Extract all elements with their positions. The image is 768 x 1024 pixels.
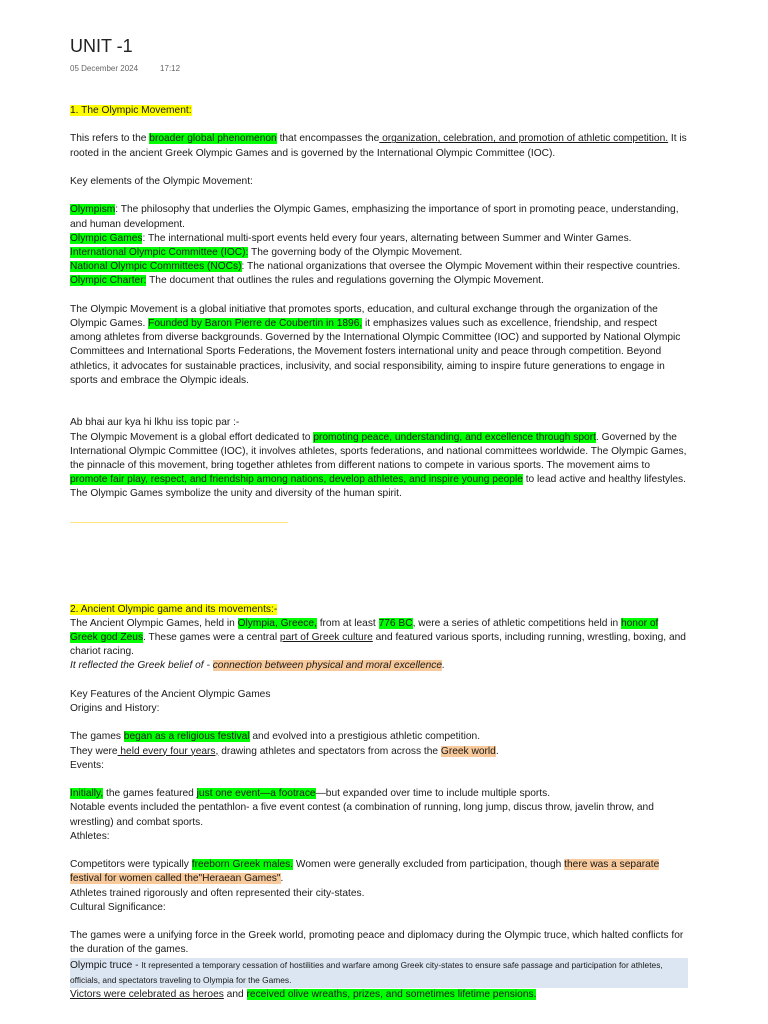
element-olympic-games: Olympic Games: The international multi-sport events held every four years, alternating between Summer and Winter Games. xyxy=(70,232,632,244)
athletes-label: Athletes: xyxy=(70,830,110,842)
section-1-paragraph-3: The Olympic Movement is a global effort dedicated to promoting peace, understanding, and excellence through sport. Governed by the International Olympic Committee (IOC), it involves athletes, sports federations, and national committees worldwide. The Olympic Games, the pinnacle of this movement, bring together athletes from different nations to compete in various sports. The movement aims to promote fair play, respect, and friendship among nations, develop athletes, and inspire young people to lead active and healthy lifestyles. The Olympic Games symbolize the unity and diversity of the human spirit. xyxy=(70,431,687,500)
element-charter: Olympic Charter: The document that outlines the rules and regulations governing the Olympic Movement. xyxy=(70,275,544,287)
cultural-line-1: The games were a unifying force in the Greek world, promoting peace and diplomacy during the Olympic truce, which halted conflicts for the duration of the games. xyxy=(70,930,684,956)
page-meta xyxy=(70,64,180,73)
section-1-heading: 1. The Olympic Movement: xyxy=(70,105,192,116)
section-1-intro: This refers to the broader global phenomenon that encompasses the organization, celebration, and promotion of athletic competition. It is rooted in the ancient Greek Olympic Games and is governed by the International Olympic Committee (IOC). xyxy=(70,133,687,159)
key-features-label: Key Features of the Ancient Olympic Games xyxy=(70,688,271,700)
events-label: Events: xyxy=(70,759,104,771)
origins-line-2: They were held every four years, drawing athletes and spectators from across the Greek world. xyxy=(70,745,499,757)
olympic-truce: Olympic truce - It represented a temporary cessation of hostilities and warfare among Greek city-states to ensure safe passage and participation for athletes, officials, and spectators traveling to Olympia for the Games. xyxy=(70,958,688,988)
section-2-paragraph-1: The Ancient Olympic Games, held in Olympia, Greece, from at least 776 BC, were a series of athletic competitions held in honor of Greek god Zeus. These games were a central part of Greek culture and featured various sports, including running, wrestling, boxing, and chariot racing. xyxy=(70,617,686,658)
athletes-line-2: Athletes trained rigorously and often represented their city-states. xyxy=(70,887,365,899)
athletes-line-1: Competitors were typically freeborn Greek males. Women were generally excluded from participation, though there was a separate festival for women called the"Heraean Games". xyxy=(70,859,660,885)
origins-line-1: The games began as a religious festival and evolved into a prestigious athletic competition. xyxy=(70,731,481,743)
document-body xyxy=(70,104,688,1002)
section-2-heading: 2. Ancient Olympic game and its movements:- xyxy=(70,603,278,615)
cultural-label: Cultural Significance: xyxy=(70,901,166,913)
element-olympism: Olympism: The philosophy that underlies the Olympic Games, emphasizing the importance of sport in promoting peace, understanding, and human development. xyxy=(70,204,679,230)
origins-label: Origins and History: xyxy=(70,703,160,714)
author-note: Ab bhai aur kya hi lkhu iss topic par :- xyxy=(70,417,240,429)
greek-belief: It reflected the Greek belief of - connection between physical and moral excellence. xyxy=(70,660,445,672)
section-1-paragraph-2: The Olympic Movement is a global initiative that promotes sports, education, and cultural exchange through the organization of the Olympic Games. Founded by Baron Pierre de Coubertin in 1896, it emphasizes values such as excellence, friendship, and respect among athletes from diverse backgrounds. Governed by the International Olympic Committee (IOC) and supported by National Olympic Committees and International Sports Federations, the Movement fosters international unity and peace through competition. Beyond athletics, it advocates for sustainable practices, inclusivity, and social responsibility, aiming to inspire future generations to engage in sports and embrace the Olympic ideals. xyxy=(70,303,681,386)
element-nocs: National Olympic Committees (NOCs): The national organizations that oversee the Olympic Movement within their respective countries. xyxy=(70,261,681,273)
events-line-1: Initially, the games featured just one event—a footrace—but expanded over time to include multiple sports. xyxy=(70,788,551,800)
page-time: 17:12 xyxy=(160,64,181,73)
victors-line: Victors were celebrated as heroes and received olive wreaths, prizes, and sometimes lifetime pensions. xyxy=(70,989,537,1000)
page-date: 05 December 2024 xyxy=(70,64,139,73)
events-line-2: Notable events included the pentathlon- a five event contest (a combination of running, long jump, discus throw, javelin throw, and wrestling) and combat sports. xyxy=(70,802,654,828)
element-ioc: International Olympic Committee (IOC): The governing body of the Olympic Movement. xyxy=(70,246,463,258)
page-title: UNIT -1 xyxy=(70,36,133,56)
key-elements-label: Key elements of the Olympic Movement: xyxy=(70,175,253,187)
